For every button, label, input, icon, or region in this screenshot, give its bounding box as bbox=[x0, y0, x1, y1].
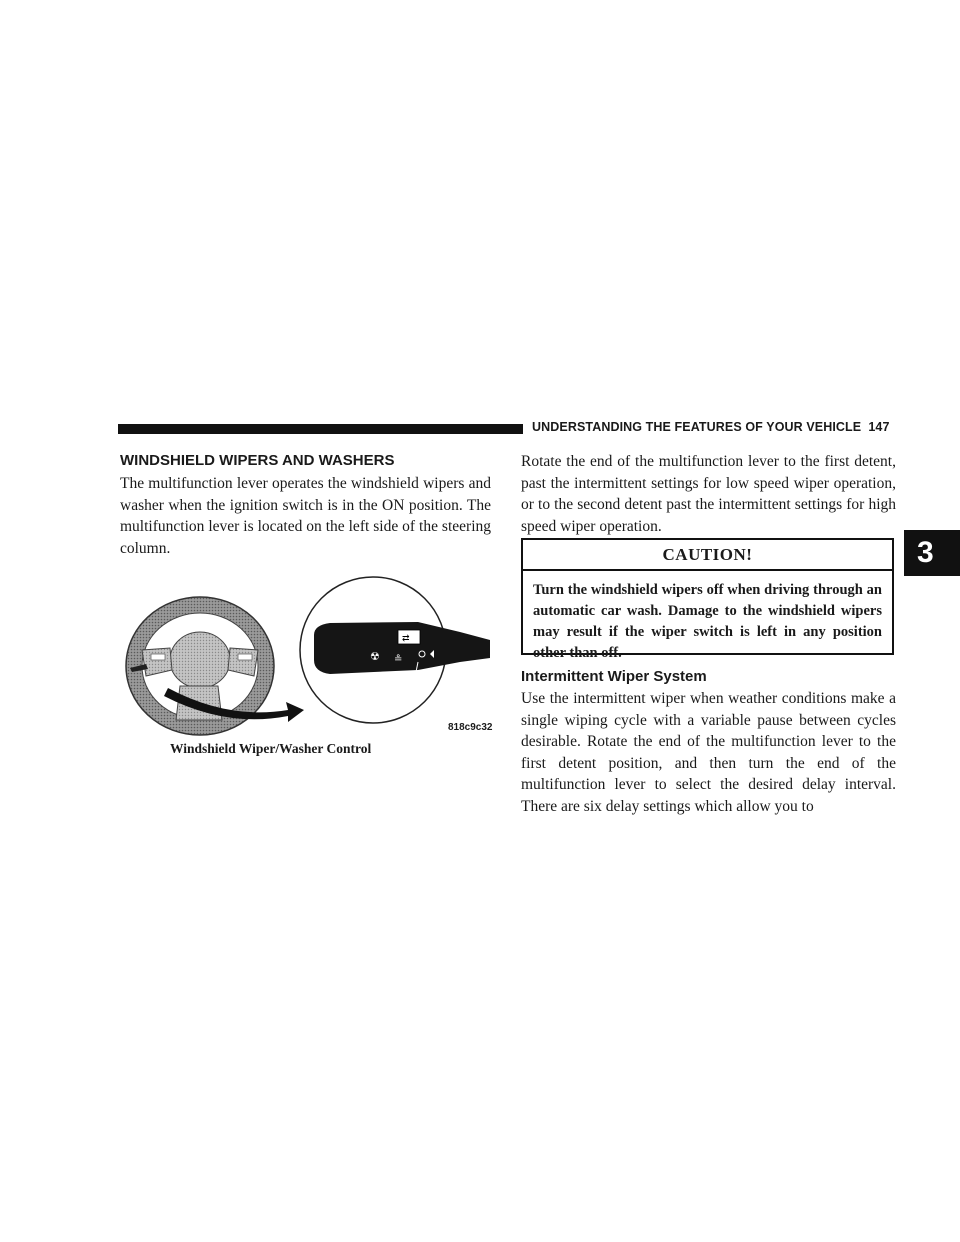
svg-text:≗: ≗ bbox=[394, 654, 403, 665]
intermittent-paragraph: Use the intermittent wiper when weather conditions make a single wiping cycle with a variable pause between cycles desirable. Rotate the end of the multifunction lever to the first detent position, and then turn the end of the multifunction lever to select the desired delay interval. There are six delay settings which allow you to bbox=[521, 690, 896, 815]
intro-paragraph: The multifunction lever operates the windshield wipers and washer when the ignition switch is in the ON position. The multifunction lever is located on the left side of the steering column. bbox=[120, 475, 491, 557]
header-bar bbox=[118, 424, 523, 434]
svg-text:☢: ☢ bbox=[370, 651, 380, 663]
section-heading: WINDSHIELD WIPERS AND WASHERS bbox=[120, 452, 395, 469]
wiper-control-figure bbox=[118, 570, 503, 750]
svg-text:⇄: ⇄ bbox=[402, 633, 410, 643]
chapter-tab: 3 bbox=[904, 530, 960, 576]
section-title: UNDERSTANDING THE FEATURES OF YOUR VEHICLE bbox=[532, 420, 862, 434]
steering-wheel-wiper-lever-icon bbox=[118, 570, 503, 750]
caution-title: CAUTION! bbox=[523, 540, 892, 571]
subsection-heading: Intermittent Wiper System bbox=[521, 668, 707, 685]
figure-code: 818c9c32 bbox=[448, 722, 493, 733]
figure-caption: Windshield Wiper/Washer Control bbox=[170, 741, 372, 756]
caution-box bbox=[521, 538, 894, 661]
caution-text: Turn the windshield wipers off when driving through an automatic car wash. Damage to the windshield wipers may result if the wiper switch is left in any position other than off. bbox=[533, 582, 882, 661]
running-header bbox=[532, 420, 890, 434]
page-number: 147 bbox=[868, 420, 890, 434]
detent-paragraph: Rotate the end of the multifunction lever to the first detent, past the intermittent settings for low speed wiper operation, or to the second detent past the intermittent settings for high speed wiper operation. bbox=[521, 453, 896, 535]
